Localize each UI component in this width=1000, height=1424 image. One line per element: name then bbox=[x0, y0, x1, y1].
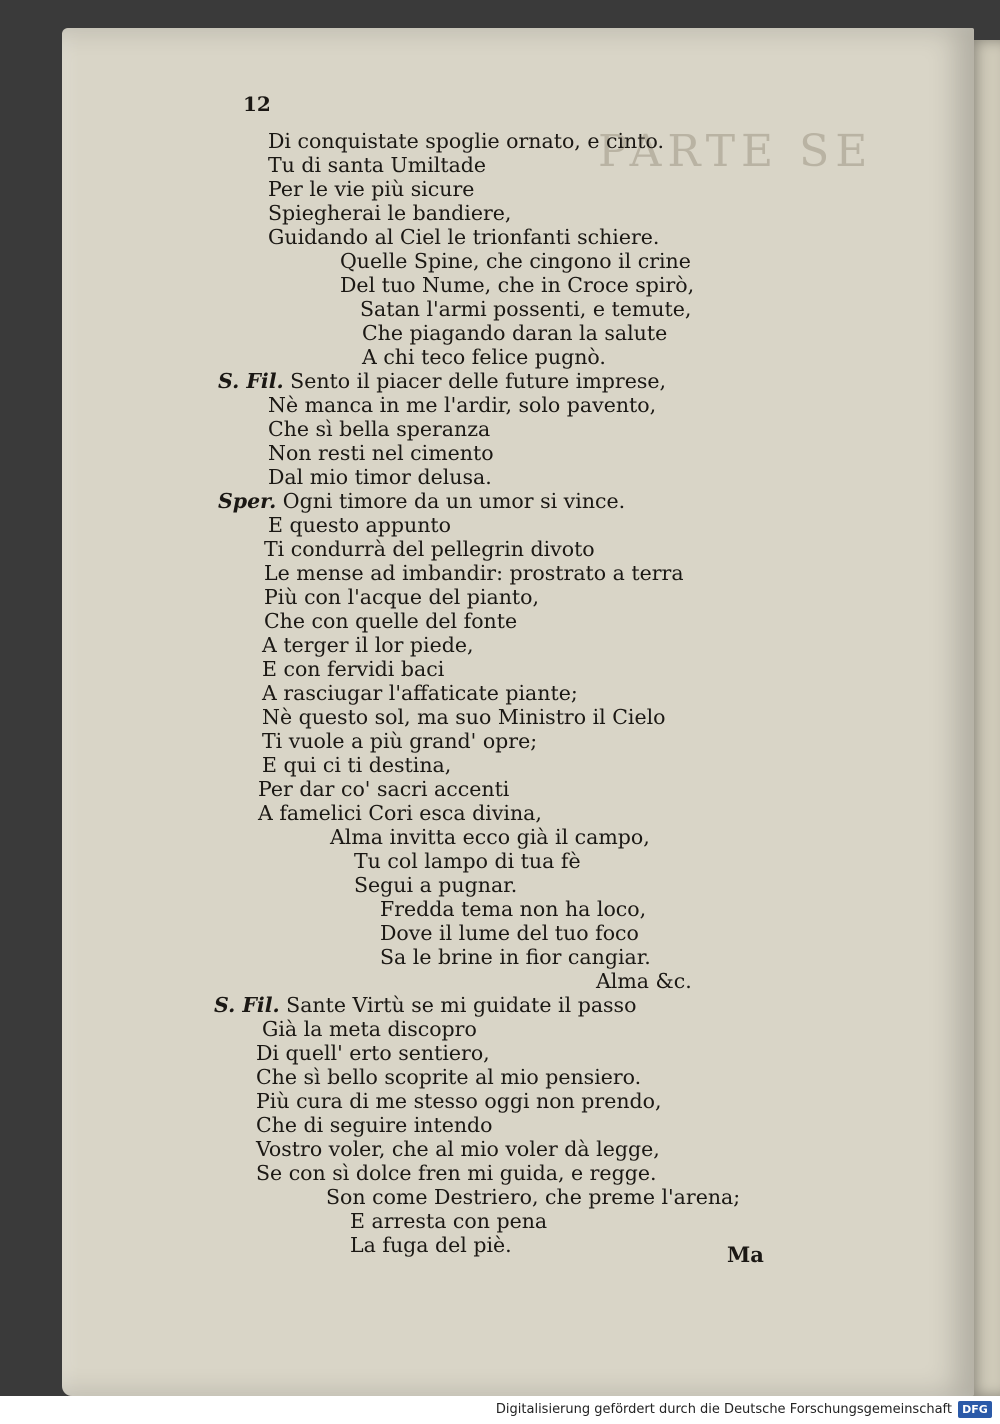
page-number: 12 bbox=[243, 92, 271, 116]
verse-text: Non resti nel cimento bbox=[268, 441, 494, 465]
verse-text: E con fervidi baci bbox=[262, 657, 445, 681]
verse-text: Segui a pugnar. bbox=[354, 873, 518, 897]
verse-text: Dove il lume del tuo foco bbox=[380, 921, 639, 945]
verse-text: Di quell' erto sentiero, bbox=[256, 1041, 490, 1065]
verse-line bbox=[258, 801, 542, 825]
verse-line bbox=[262, 681, 578, 705]
verse-line bbox=[380, 897, 646, 921]
verse-line bbox=[380, 921, 639, 945]
verse-line bbox=[214, 993, 636, 1017]
verse-line bbox=[350, 1209, 547, 1233]
verse-line bbox=[268, 225, 659, 249]
verse-text: Del tuo Nume, che in Croce spirò, bbox=[340, 273, 695, 297]
verse-line bbox=[330, 825, 650, 849]
dfg-logo: DFG bbox=[958, 1401, 992, 1418]
speaker-label: S. Fil. bbox=[218, 369, 284, 393]
verse-line bbox=[268, 201, 511, 225]
verse-line bbox=[268, 513, 451, 537]
verse-text: Alma invitta ecco già il campo, bbox=[330, 825, 650, 849]
verse-line bbox=[268, 153, 486, 177]
verse-text: Fredda tema non ha loco, bbox=[380, 897, 647, 921]
verse-line bbox=[268, 441, 494, 465]
verse-text: A rasciugar l'affaticate piante; bbox=[262, 681, 578, 705]
verse-line bbox=[268, 129, 664, 153]
verse-line bbox=[268, 177, 474, 201]
verse-text: Che di seguire intendo bbox=[256, 1113, 493, 1137]
verse-text: La fuga del piè. bbox=[350, 1233, 512, 1257]
verse-line bbox=[340, 249, 691, 273]
verse-line bbox=[262, 753, 451, 777]
verse-text: Quelle Spine, che cingono il crine bbox=[340, 249, 691, 273]
verse-line bbox=[596, 969, 692, 993]
verse-line bbox=[264, 537, 595, 561]
verse-text: Le mense ad imbandir: prostrato a terra bbox=[264, 561, 684, 585]
verse-text: Che sì bella speranza bbox=[268, 417, 491, 441]
verse-text: Vostro voler, che al mio voler dà legge, bbox=[256, 1137, 660, 1161]
verse-text: A chi teco felice pugnò. bbox=[362, 345, 606, 369]
verse-line bbox=[262, 633, 474, 657]
verse-line bbox=[354, 873, 517, 897]
verse-text: Che piagando daran la salute bbox=[362, 321, 668, 345]
verse-line bbox=[262, 705, 666, 729]
verse-text: Già la meta discopro bbox=[262, 1017, 477, 1041]
verse-text: Per le vie più sicure bbox=[268, 177, 475, 201]
verse-line bbox=[340, 273, 694, 297]
verse-line bbox=[256, 1065, 641, 1089]
verse-text: Sento il piacer delle future imprese, bbox=[290, 369, 667, 393]
verse-text: Che sì bello scoprite al mio pensiero. bbox=[256, 1065, 642, 1089]
verse-text: Che con quelle del fonte bbox=[264, 609, 518, 633]
verse-text: Tu di santa Umiltade bbox=[268, 153, 487, 177]
verse-text: E qui ci ti destina, bbox=[262, 753, 452, 777]
verse-line bbox=[268, 465, 492, 489]
verse-text: E questo appunto bbox=[268, 513, 452, 537]
verse-text: Sa le brine in fior cangiar. bbox=[380, 945, 651, 969]
verse-line bbox=[262, 657, 444, 681]
verse-line bbox=[264, 561, 684, 585]
verse-line bbox=[256, 1113, 493, 1137]
verse-text: Dal mio timor delusa. bbox=[268, 465, 492, 489]
verse-text: Son come Destriero, che preme l'arena; bbox=[326, 1185, 741, 1209]
verse-line bbox=[326, 1185, 740, 1209]
verse-line bbox=[360, 297, 691, 321]
verse-text: Nè questo sol, ma suo Ministro il Cielo bbox=[262, 705, 666, 729]
verse-text: Alma &c. bbox=[596, 969, 692, 993]
verse-text: Ti condurrà del pellegrin divoto bbox=[264, 537, 595, 561]
verse-text: A famelici Cori esca divina, bbox=[258, 801, 542, 825]
verse-line bbox=[262, 729, 537, 753]
verse-text: Se con sì dolce fren mi guida, e regge. bbox=[256, 1161, 657, 1185]
verse-text: A terger il lor piede, bbox=[262, 633, 474, 657]
verse-text: Spiegherai le bandiere, bbox=[268, 201, 512, 225]
verse-text: E arresta con pena bbox=[350, 1209, 548, 1233]
verse-line bbox=[350, 1233, 512, 1257]
verse-text: Sante Virtù se mi guidate il passo bbox=[286, 993, 637, 1017]
verse-text: Di conquistate spoglie ornato, e cinto. bbox=[268, 129, 664, 153]
speaker-label: S. Fil. bbox=[214, 993, 280, 1017]
verse-text: Ogni timore da un umor si vince. bbox=[282, 489, 626, 513]
verse-line bbox=[362, 321, 667, 345]
verse-text: Più con l'acque del pianto, bbox=[264, 585, 540, 609]
verse-line bbox=[264, 585, 539, 609]
verse-line bbox=[256, 1137, 660, 1161]
verse-text: Satan l'armi possenti, e temute, bbox=[360, 297, 692, 321]
verse-line bbox=[218, 369, 666, 393]
verse-line bbox=[256, 1041, 490, 1065]
verse-text: Per dar co' sacri accenti bbox=[258, 777, 510, 801]
verse-text: Più cura di me stesso oggi non prendo, bbox=[256, 1089, 662, 1113]
verse-line bbox=[268, 393, 656, 417]
footer-bar bbox=[0, 1396, 1000, 1424]
verse-line bbox=[264, 609, 517, 633]
verse-line bbox=[380, 945, 651, 969]
catchword: Ma bbox=[727, 1242, 764, 1267]
verse-text: Nè manca in me l'ardir, solo pavento, bbox=[268, 393, 657, 417]
verse-line bbox=[362, 345, 606, 369]
speaker-label: Sper. bbox=[218, 489, 277, 513]
verse-text: Guidando al Ciel le trionfanti schiere. bbox=[268, 225, 660, 249]
verse-line bbox=[256, 1089, 662, 1113]
verse-line bbox=[218, 489, 625, 513]
verse-text: Ti vuole a più grand' opre; bbox=[262, 729, 538, 753]
bleed-through-heading: PARTE SE bbox=[598, 126, 874, 177]
verse-line bbox=[268, 417, 490, 441]
verse-line bbox=[354, 849, 581, 873]
verse-text: Tu col lampo di tua fè bbox=[354, 849, 581, 873]
verse-line bbox=[256, 1161, 656, 1185]
footer-credit: Digitalisierung gefördert durch die Deutsche Forschungsgemeinschaft bbox=[495, 1402, 952, 1417]
verse-line bbox=[258, 777, 509, 801]
verse-line bbox=[262, 1017, 477, 1041]
